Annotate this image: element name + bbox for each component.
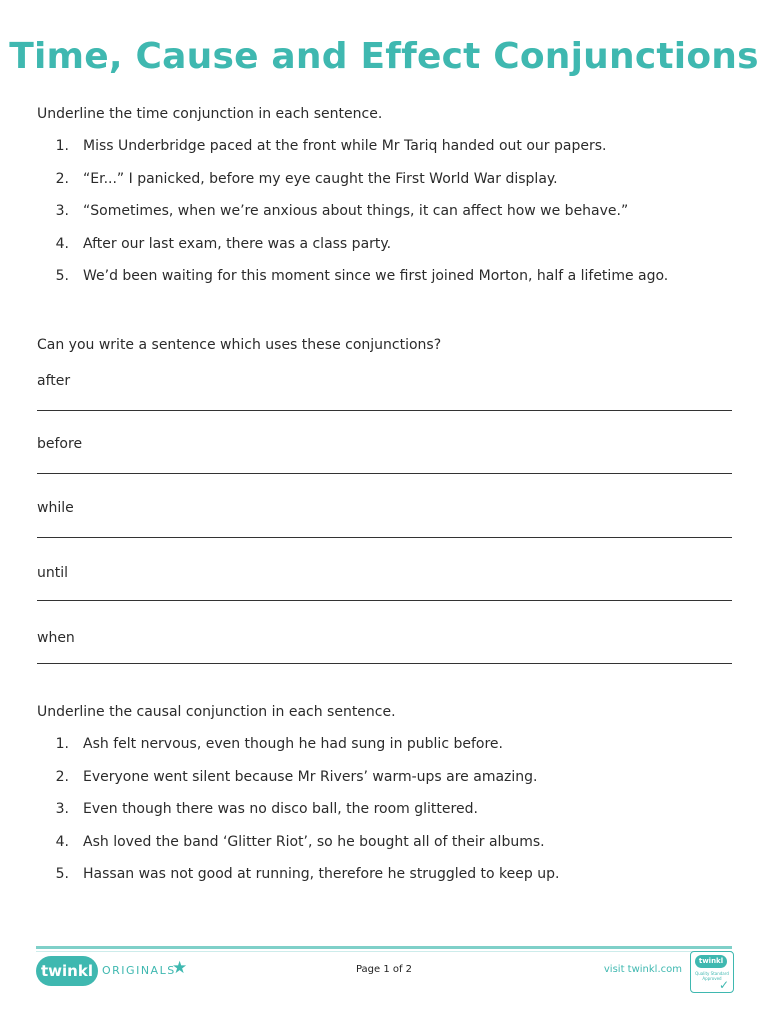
conjunction-word: when — [37, 630, 75, 646]
writing-line[interactable] — [37, 473, 732, 474]
item-number: 1. — [55, 138, 69, 154]
writing-row-until — [37, 562, 732, 581]
check-icon: ✓ — [719, 978, 730, 992]
writing-line[interactable] — [37, 663, 732, 664]
list-item — [37, 769, 737, 802]
writing-line[interactable] — [37, 537, 732, 538]
writing-row-before — [37, 433, 732, 452]
footer-divider — [36, 946, 732, 949]
list-item — [37, 866, 737, 899]
sentence-text: Miss Underbridge paced at the front while Mr Tariq handed out our papers. — [83, 138, 607, 154]
writing-line[interactable] — [37, 600, 732, 601]
item-number: 5. — [55, 268, 69, 284]
sentence-text: Even though there was no disco ball, the room glittered. — [83, 801, 478, 817]
causal-conjunction-instruction: Underline the causal conjunction in each sentence. — [37, 704, 396, 720]
writing-row-when — [37, 627, 732, 646]
list-item — [37, 834, 737, 867]
causal-sentence-list — [37, 736, 737, 899]
conjunction-word: before — [37, 436, 83, 452]
writing-row-after — [37, 370, 732, 389]
item-number: 1. — [55, 736, 69, 752]
page-number: Page 1 of 2 — [355, 964, 413, 975]
list-item — [37, 138, 737, 171]
conjunction-word: while — [37, 500, 74, 516]
item-number: 2. — [55, 768, 69, 785]
list-item — [37, 203, 737, 236]
sentence-text: “Sometimes, when we’re anxious about things, it can affect how we behave.” — [83, 203, 629, 219]
sentence-text: Hassan was not good at running, therefore he struggled to keep up. — [83, 866, 560, 882]
badge-text: Quality Standard Approved — [695, 971, 729, 981]
writing-row-while — [37, 497, 732, 516]
sentence-text: After our last exam, there was a class party. — [83, 235, 392, 252]
item-number: 4. — [55, 235, 69, 252]
conjunction-word: after — [37, 373, 71, 389]
list-item — [37, 171, 737, 204]
write-sentence-instruction: Can you write a sentence which uses these conjunctions? — [37, 337, 442, 353]
sentence-text: Everyone went silent because Mr Rivers’ warm-ups are amazing. — [83, 768, 538, 785]
list-item — [37, 236, 737, 269]
quality-badge — [690, 951, 734, 993]
footer-divider-thin — [36, 951, 732, 952]
list-item — [37, 801, 737, 834]
item-number: 3. — [55, 203, 69, 219]
sentence-text: Ash felt nervous, even though he had sung in public before. — [83, 736, 503, 752]
sentence-text: “Er...” I panicked, before my eye caught the First World War display. — [83, 170, 558, 187]
originals-label: ORIGINALS — [102, 964, 176, 977]
item-number: 3. — [55, 801, 69, 817]
sentence-text: Ash loved the band ‘Glitter Riot’, so he bought all of their albums. — [83, 833, 545, 850]
twinkl-logo: twinkl — [36, 956, 98, 986]
item-number: 2. — [55, 170, 69, 187]
visit-link[interactable]: visit twinkl.com — [603, 964, 682, 975]
badge-logo: twinkl — [695, 955, 727, 968]
time-conjunction-instruction: Underline the time conjunction in each sentence. — [37, 106, 383, 122]
list-item — [37, 268, 737, 301]
time-sentence-list — [37, 138, 737, 301]
item-number: 4. — [55, 833, 69, 850]
item-number: 5. — [55, 866, 69, 882]
sentence-text: We’d been waiting for this moment since we first joined Morton, half a lifetime ago. — [83, 268, 669, 284]
conjunction-word: until — [37, 565, 69, 581]
writing-line[interactable] — [37, 410, 732, 411]
list-item — [37, 736, 737, 769]
page-title: Time, Cause and Effect Conjunctions — [9, 36, 759, 77]
star-icon: ★ — [172, 958, 188, 978]
